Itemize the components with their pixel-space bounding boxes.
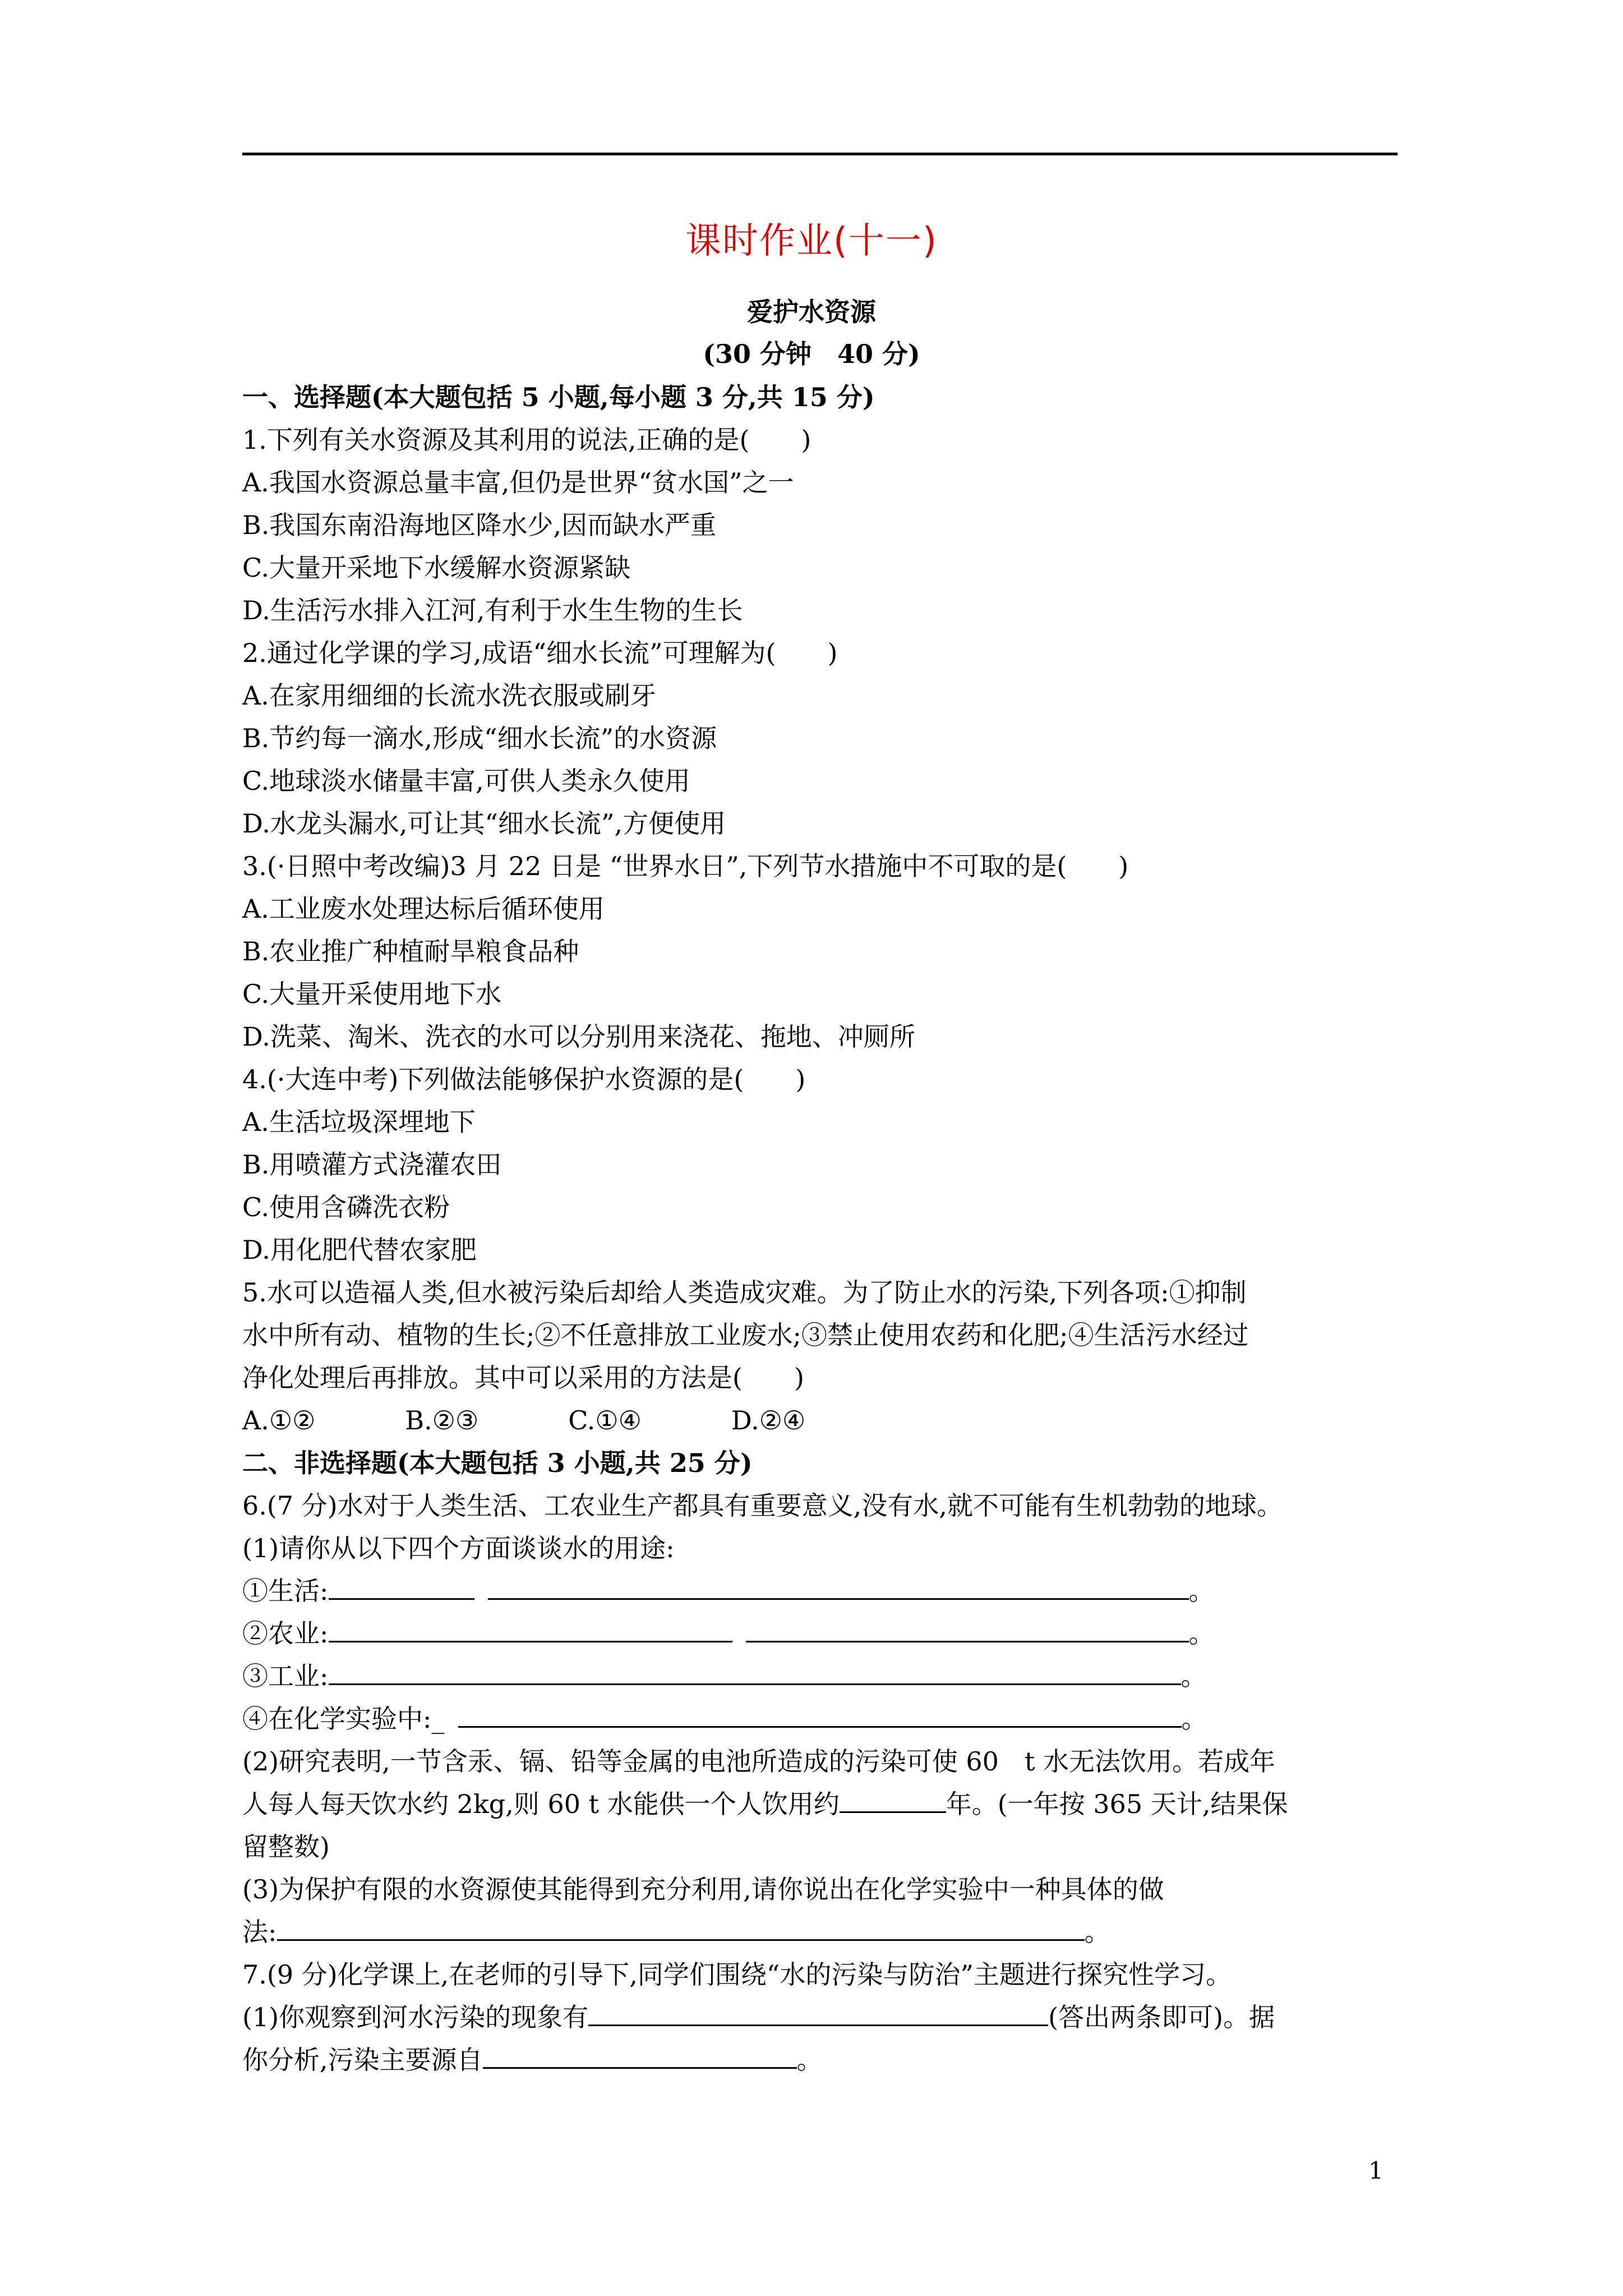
option-b: B.②③ [405,1405,479,1435]
prompt-agriculture: ②农业: [242,1618,329,1649]
sub-question-text: 法: [242,1917,277,1947]
answer-blank[interactable] [488,1576,1189,1600]
option-c: C.使用含磷洗衣粉 [242,1192,450,1222]
sub-question [242,1996,1398,2039]
question-stem: 4.(·大连中考)下列做法能够保护水资源的是( ) [242,1064,806,1094]
sub-question-text: (答出两条即可)。据 [1048,2002,1275,2032]
worksheet-body [242,376,1398,2081]
prompt-life: ①生活: [242,1576,329,1606]
question-stem: 7.(9 分)化学课上,在老师的引导下,同学们围绕“水的污染与防治”主题进行探究性学习。 [242,1959,1232,1990]
option-b: B.农业推广种植耐旱粮食品种 [242,936,579,967]
period: 。 [1181,1704,1207,1734]
option-b: B.我国东南沿海地区降水少,因而缺水严重 [242,510,717,540]
sub-question: 留整数) [242,1832,330,1862]
answer-blank[interactable] [329,1576,474,1600]
answer-blank[interactable] [483,2045,797,2069]
sub-question-text: (1)你观察到河水污染的现象有 [242,2002,589,2032]
prompt-lab: ④在化学实验中:_ [242,1704,445,1734]
option-d: D.洗菜、淘米、洗衣的水可以分别用来浇花、拖地、冲厕所 [242,1022,915,1052]
option-b: B.用喷灌方式浇灌农田 [242,1149,502,1180]
option-a: A.我国水资源总量丰富,但仍是世界“贫水国”之一 [242,467,794,498]
answer-blank[interactable] [329,1661,1181,1685]
period: 。 [1188,1576,1215,1606]
option-c: C.地球淡水储量丰富,可供人类永久使用 [242,766,690,796]
period: 。 [1188,1618,1215,1649]
q5-options [242,1399,1398,1442]
sub-question-text: 年。(一年按 365 天计,结果保 [946,1789,1288,1819]
section-heading: 二、非选择题(本大题包括 3 小题,共 25 分) [242,1448,753,1478]
option-c: C.大量开采使用地下水 [242,979,502,1009]
question-stem: 2.通过化学课的学习,成语“细水长流”可理解为( ) [242,638,838,668]
period: 。 [1084,1917,1110,1947]
answer-line-industry [242,1655,1398,1697]
sub-question: (2)研究表明,一节含汞、镉、铅等金属的电池所造成的污染可使 60 t 水无法饮用。若成年 [242,1746,1276,1777]
question-stem: 3.(·日照中考改编)3 月 22 日是 “世界水日”,下列节水措施中不可取的是( ) [242,851,1129,881]
page-title: 课时作业(十一) [685,220,938,262]
option-a: A.工业废水处理达标后循环使用 [242,894,605,924]
lesson-subtitle: 爱护水资源 [747,297,876,327]
sub-question [242,1783,1398,1825]
option-a: A.生活垃圾深埋地下 [242,1107,476,1137]
option-d: D.水龙头漏水,可让其“细水长流”,方便使用 [242,808,726,839]
period: 。 [796,2045,823,2075]
answer-blank[interactable] [329,1618,732,1642]
option-c: C.大量开采地下水缓解水资源紧缺 [242,553,631,583]
answer-line-agriculture [242,1612,1398,1655]
answer-blank[interactable] [746,1618,1189,1642]
option-b: B.节约每一滴水,形成“细水长流”的水资源 [242,723,717,753]
sub-question: (3)为保护有限的水资源使其能得到充分利用,请你说出在化学实验中一种具体的做 [242,1874,1164,1904]
prompt-industry: ③工业: [242,1661,329,1691]
answer-blank[interactable] [840,1789,946,1813]
option-c: C.①④ [568,1405,642,1435]
question-stem: 5.水可以造福人类,但水被污染后却给人类造成灾难。为了防止水的污染,下列各项:①抑制 [242,1277,1247,1308]
answer-blank[interactable] [458,1704,1182,1728]
sub-question: (1)请你从以下四个方面谈谈水的用途: [242,1533,675,1563]
page-number: 1 [1368,2157,1384,2184]
question-stem: 6.(7 分)水对于人类生活、工农业生产都具有重要意义,没有水,就不可能有生机勃勃的地球。 [242,1490,1283,1521]
section-heading: 一、选择题(本大题包括 5 小题,每小题 3 分,共 15 分) [242,382,875,412]
header-rule [242,153,1398,155]
option-a: A.在家用细细的长流水洗衣服或刷牙 [242,680,656,711]
period: 。 [1181,1661,1207,1691]
question-stem: 净化处理后再排放。其中可以采用的方法是( ) [242,1363,804,1393]
option-d: D.生活污水排入江河,有利于水生生物的生长 [242,595,743,625]
option-d: D.②④ [731,1405,806,1435]
answer-line-lab [242,1697,1398,1740]
answer-blank[interactable] [277,1917,1085,1941]
sub-question [242,2039,1398,2081]
time-and-score: (30 分钟 40 分) [703,339,920,369]
sub-question [242,1911,1398,1953]
sub-question-text: 你分析,污染主要源自 [242,2045,483,2075]
option-d: D.用化肥代替农家肥 [242,1235,477,1265]
sub-question-text: 人每人每天饮水约 2kg,则 60 t 水能供一个人饮用约 [242,1789,840,1819]
answer-line-life [242,1570,1398,1612]
option-a: A.①② [242,1405,316,1435]
question-stem: 水中所有动、植物的生长;②不任意排放工业废水;③禁止使用农药和化肥;④生活污水经过 [242,1320,1249,1350]
answer-blank[interactable] [588,2002,1048,2026]
question-stem: 1.下列有关水资源及其利用的说法,正确的是( ) [242,425,811,455]
